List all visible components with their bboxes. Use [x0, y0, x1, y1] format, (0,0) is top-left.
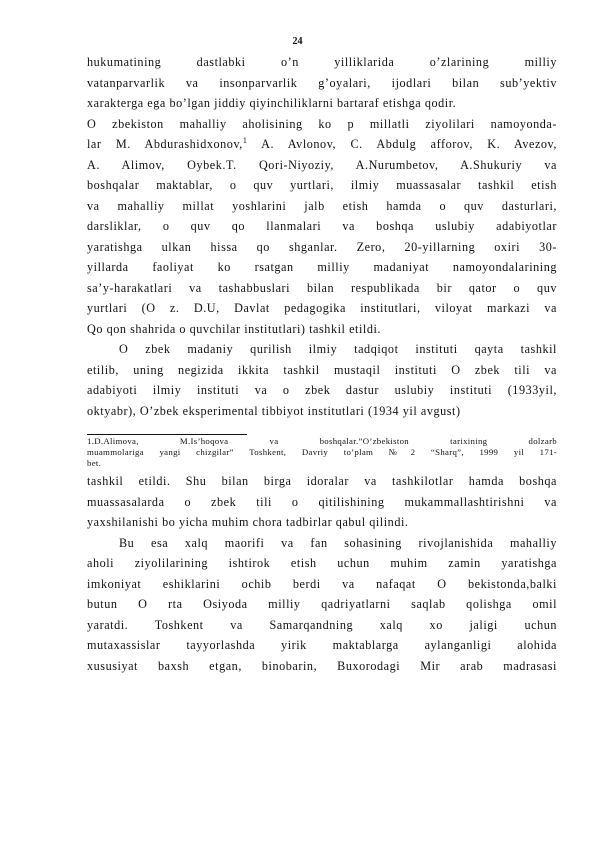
- text-line: sa’y-harakatlari va tashabbuslari bilan respublikada bir qator o quv: [87, 280, 557, 295]
- text-line-with-footnote: [87, 134, 557, 155]
- text-line: oktyabr), O’zbek eksperimental tibbiyot institutlari (1934 yil avgust): [87, 403, 461, 418]
- text-line: va mahalliy millat yoshlarini jalb etish hamda o quv dasturlari,: [87, 198, 557, 213]
- text-line: boshqalar maktablar, o quv yurtlari, ilmiy muassasalar tashkil etish: [87, 178, 557, 192]
- text-line: Bu esa xalq maorifi va fan sohasining rivojlanishida mahalliy: [119, 535, 557, 550]
- text-line: yaxshilanishi bo yicha muhim chora tadbirlar qabul qilindi.: [87, 515, 409, 529]
- text-line: muassasalarda o zbek tili o qitilishining mukammallashtirishni va: [87, 494, 557, 509]
- paragraph-2: [87, 471, 557, 676]
- text-line: darsliklar, o quv qo llanmalari va boshqa uslubiy adabiyotlar: [87, 219, 557, 233]
- text-line: butun O rta Osiyoda milliy qadriyatlarni saqlab qolishga omil: [87, 597, 557, 611]
- text-line: O zbek madaniy qurilish ilmiy tadqiqot instituti qayta tashkil: [119, 342, 557, 356]
- text-line: yurtlari (O z. D.U, Davlat pedagogika institutlari, viloyat markazi va: [87, 301, 557, 315]
- text-line: xususiyat baxsh etgan, binobarin, Buxorodagi Mir arab madrasasi: [87, 658, 557, 673]
- text-line: Qo qon shahrida o quvchilar institutlari) tashkil etildi.: [87, 321, 382, 336]
- text-line: aholi ziyolilarining ishtirok etish uchun muhim zamin yaratishga: [87, 556, 557, 570]
- text-line: A. Alimov, Oybek.T. Qori-Niyoziy, A.Nurumbetov, A.Shukuriy va: [87, 157, 557, 172]
- text-line: adabiyoti ilmiy instituti va o zbek dastur uslubiy instituti (1933yil,: [87, 383, 557, 397]
- text-line: yaratdi. Toshkent va Samarqandning xalq xo jaligi uchun: [87, 617, 557, 632]
- paragraph-1: [87, 52, 557, 421]
- text-span: A. Avlonov, C. Abdulg afforov, K. Avezov,: [247, 137, 557, 151]
- footnote-reference[interactable]: 1: [242, 135, 248, 145]
- text-line: xarakterga ega bo’lgan jiddiy qiyinchiliklarni bartaraf etishga qodir.: [87, 96, 457, 110]
- footnote-divider: [87, 434, 247, 435]
- text-line: etilib, uning negizida ikkita tashkil mustaqil instituti O zbek tili va: [87, 362, 557, 377]
- footnote-line: muammolariga yangi chizgilar” Toshkent, Davriy to’plam №2 “Sharq”, 1999 yil 171-: [87, 447, 557, 457]
- footnote-line: 1.D.Alimova, M.Is’hoqova va boshqalar.”O’zbekiston tarixining dolzarb: [87, 436, 557, 446]
- text-line: imkoniyat eshiklarini ochib berdi va nafaqat O bekistonda,balki: [87, 576, 557, 591]
- text-line: mutaxassislar tayyorlashda yirik maktablarga aylanganligi alohida: [87, 638, 557, 652]
- text-span: lar M. Abdurashidxonov,: [87, 137, 243, 151]
- text-line: tashkil etildi. Shu bilan birga idoralar va tashkilotlar hamda boshqa: [87, 474, 557, 488]
- page-number: 24: [292, 36, 303, 47]
- text-line: O zbekiston mahalliy aholisining ko p millatli ziyolilari namoyonda-: [87, 116, 557, 131]
- text-line: yillarda faoliyat ko rsatgan milliy madaniyat namoyondalarining: [87, 260, 557, 274]
- footnote: [87, 436, 557, 469]
- footnote-line: bet.: [87, 458, 102, 468]
- text-line: vatanparvarlik va insonparvarlik g’oyalari, ijodlari bilan sub’yektiv: [87, 75, 557, 90]
- text-line: hukumatining dastlabki o’n yilliklarida o’zlarining milliy: [87, 55, 557, 69]
- text-line: yaratishga ulkan hissa qo shganlar. Zero, 20-yillarning oxiri 30-: [87, 239, 557, 254]
